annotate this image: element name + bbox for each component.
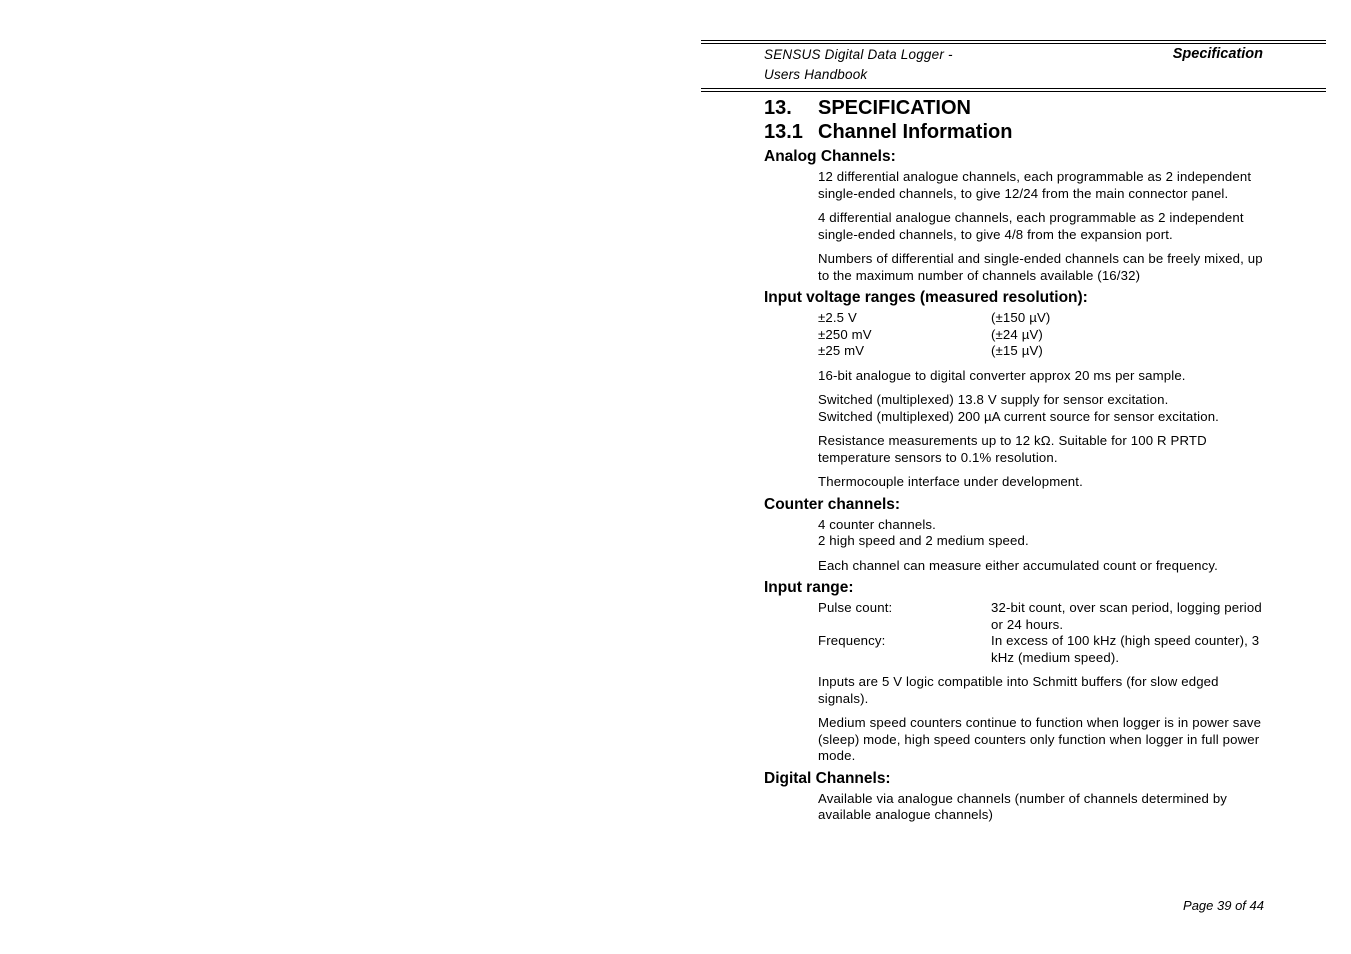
input-range-label: Pulse count: [818, 600, 893, 615]
voltage-body [818, 310, 1264, 491]
header-rule-bottom-2 [701, 91, 1326, 92]
input-range-paragraph-2: Medium speed counters continue to function when logger is in power save (sleep) mode, high speed counters only function when logger in full power mode. [818, 715, 1262, 763]
voltage-resolution: (±150 µV) [991, 310, 1051, 325]
input-range-heading: Input range: [764, 579, 854, 596]
counter-line-1: 4 counter channels. [818, 516, 936, 532]
analog-body [818, 169, 1264, 284]
page-number: Page 39 of 44 [1183, 898, 1264, 913]
counter-paragraph-2: Each channel can measure either accumulated count or frequency. [818, 557, 1218, 573]
voltage-range: ±250 mV [818, 326, 872, 342]
voltage-resolution: (±15 µV) [991, 343, 1043, 358]
voltage-range-row [818, 343, 1264, 360]
running-header-section: Specification [1172, 46, 1263, 62]
section-heading [764, 96, 1264, 120]
counter-line-2: 2 high speed and 2 medium speed. [818, 533, 1029, 548]
adc-paragraph: 16-bit analogue to digital converter approx 20 ms per sample. [818, 367, 1186, 383]
voltage-range-table [818, 310, 1264, 360]
analog-heading: Analog Channels: [764, 148, 896, 165]
thermocouple-paragraph: Thermocouple interface under development. [818, 474, 1083, 489]
resistance-paragraph: Resistance measurements up to 12 kΩ. Suitable for 100 R PRTD temperature sensors to 0.1% resolution. [818, 433, 1207, 465]
input-range-row [818, 633, 1264, 666]
digital-paragraph: Available via analogue channels (number of channels determined by available analogue channels) [818, 790, 1228, 822]
excitation-line-1: Switched (multiplexed) 13.8 V supply for sensor excitation. [818, 392, 1169, 407]
running-header-line-1: SENSUS Digital Data Logger - [764, 47, 953, 62]
digital-heading: Digital Channels: [764, 769, 891, 787]
input-range-paragraph-1: Inputs are 5 V logic compatible into Schmitt buffers (for slow edged signals). [818, 674, 1219, 706]
input-range-label: Frequency: [818, 633, 886, 648]
subsection-heading [764, 120, 1264, 144]
header-rule-top-2 [701, 43, 1326, 44]
input-range-row [818, 600, 1264, 633]
excitation-line-2: Switched (multiplexed) 200 µA current source for sensor excitation. [818, 408, 1219, 424]
voltage-resolution: (±24 µV) [991, 326, 1043, 342]
voltage-range-row [818, 310, 1264, 327]
counter-paragraph-1 [818, 517, 1264, 550]
analog-paragraph-1: 12 differential analogue channels, each programmable as 2 independent single-ended channels, to give 12/24 from the main connector panel. [818, 169, 1252, 201]
header-rule-top-1 [701, 40, 1326, 41]
running-header-line-2: Users Handbook [764, 67, 868, 82]
subsection-number: 13.1 [764, 121, 803, 143]
analog-paragraph-3: Numbers of differential and single-ended channels can be freely mixed, up to the maximum number of channels available (16/32) [818, 251, 1263, 283]
voltage-range: ±25 mV [818, 343, 865, 358]
input-range-body [818, 600, 1264, 765]
section-number: 13. [764, 97, 792, 119]
subsection-title: Channel Information [818, 121, 1013, 143]
digital-body [818, 791, 1264, 824]
voltage-range: ±2.5 V [818, 310, 857, 325]
section-title: SPECIFICATION [818, 97, 971, 119]
page-content [764, 96, 1264, 832]
counter-body [818, 517, 1264, 575]
voltage-range-row [818, 327, 1264, 344]
input-range-value: 32-bit count, over scan period, logging period or 24 hours. [991, 600, 1262, 632]
input-range-table [818, 600, 1264, 666]
excitation-paragraph [818, 392, 1264, 425]
header-rule-bottom-1 [701, 88, 1326, 89]
counter-heading: Counter channels: [764, 495, 901, 513]
running-header-title [764, 45, 953, 85]
analog-paragraph-2: 4 differential analogue channels, each programmable as 2 independent single-ended channels, to give 4/8 from the expansion port. [818, 210, 1244, 242]
input-range-value: In excess of 100 kHz (high speed counter), 3 kHz (medium speed). [991, 633, 1260, 665]
voltage-heading: Input voltage ranges (measured resolution): [764, 289, 1088, 306]
